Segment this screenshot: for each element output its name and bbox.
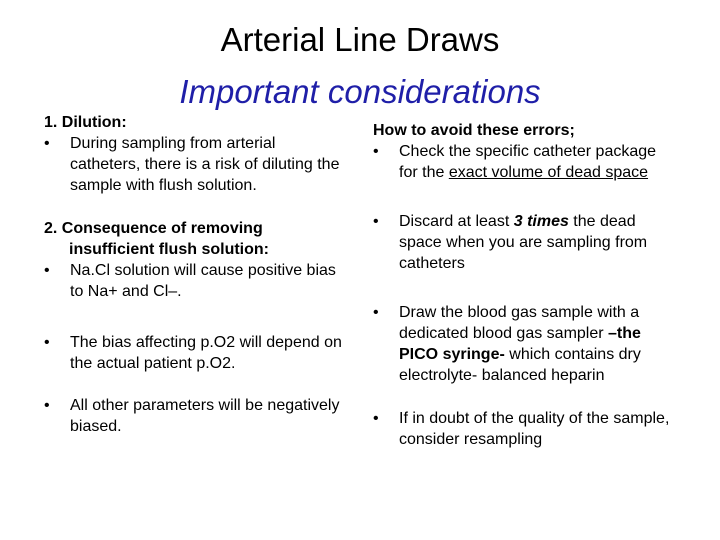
resample-bullet — [373, 408, 678, 450]
consequence-heading-line1: 2. Consequence of removing — [44, 220, 263, 237]
three-times-emphasis: 3 times — [513, 213, 569, 230]
dilution-heading: 1. Dilution: — [44, 114, 127, 131]
right-column — [373, 120, 678, 450]
bullet-marker: • — [44, 262, 50, 279]
po2-bullet — [44, 332, 344, 374]
bullet-marker: • — [44, 397, 50, 414]
bullet-marker: • — [373, 410, 379, 427]
dead-space-underline: exact volume of dead space — [448, 164, 649, 181]
slide-subtitle: Important considerations — [179, 73, 541, 110]
catheter-bullet-pre: Check the specific catheter package for the — [399, 143, 657, 181]
bullet-marker: • — [373, 304, 379, 321]
bullet-marker: • — [44, 135, 50, 152]
discard-bullet — [373, 211, 678, 274]
pico-syringe-emphasis: –the PICO syringe- — [399, 325, 641, 363]
nacl-bullet — [44, 260, 344, 302]
nacl-bullet-text: Na.Cl solution will cause positive bias to Na+ and Cl–. — [70, 262, 336, 300]
dilution-bullet-text: During sampling from arterial catheters, there is a risk of diluting the sample with flush solution. — [70, 135, 340, 194]
bullet-marker: • — [373, 143, 379, 160]
avoid-errors-heading: How to avoid these errors; — [373, 122, 575, 139]
sampler-bullet — [373, 302, 678, 386]
slide-title: Arterial Line Draws — [220, 21, 500, 58]
sampler-bullet-pre: Draw the blood gas sample with a dedicated blood gas sampler — [399, 304, 640, 342]
consequence-heading — [44, 218, 344, 260]
catheter-bullet — [373, 141, 678, 183]
discard-bullet-post: the dead space when you are sampling from catheters — [399, 213, 648, 272]
other-params-bullet — [44, 395, 344, 437]
discard-bullet-pre: Discard at least — [399, 213, 514, 230]
other-params-bullet-text: All other parameters will be negatively biased. — [70, 397, 340, 435]
left-column — [44, 112, 344, 437]
dilution-bullet — [44, 133, 344, 196]
bullet-marker: • — [373, 213, 379, 230]
sampler-bullet-post: which contains dry electrolyte- balanced heparin — [399, 346, 641, 384]
bullet-marker: • — [44, 334, 50, 351]
consequence-heading-line2: insufficient flush solution: — [69, 241, 269, 258]
resample-bullet-text: If in doubt of the quality of the sample, consider resampling — [399, 410, 670, 448]
po2-bullet-text: The bias affecting p.O2 will depend on the actual patient p.O2. — [70, 334, 342, 372]
